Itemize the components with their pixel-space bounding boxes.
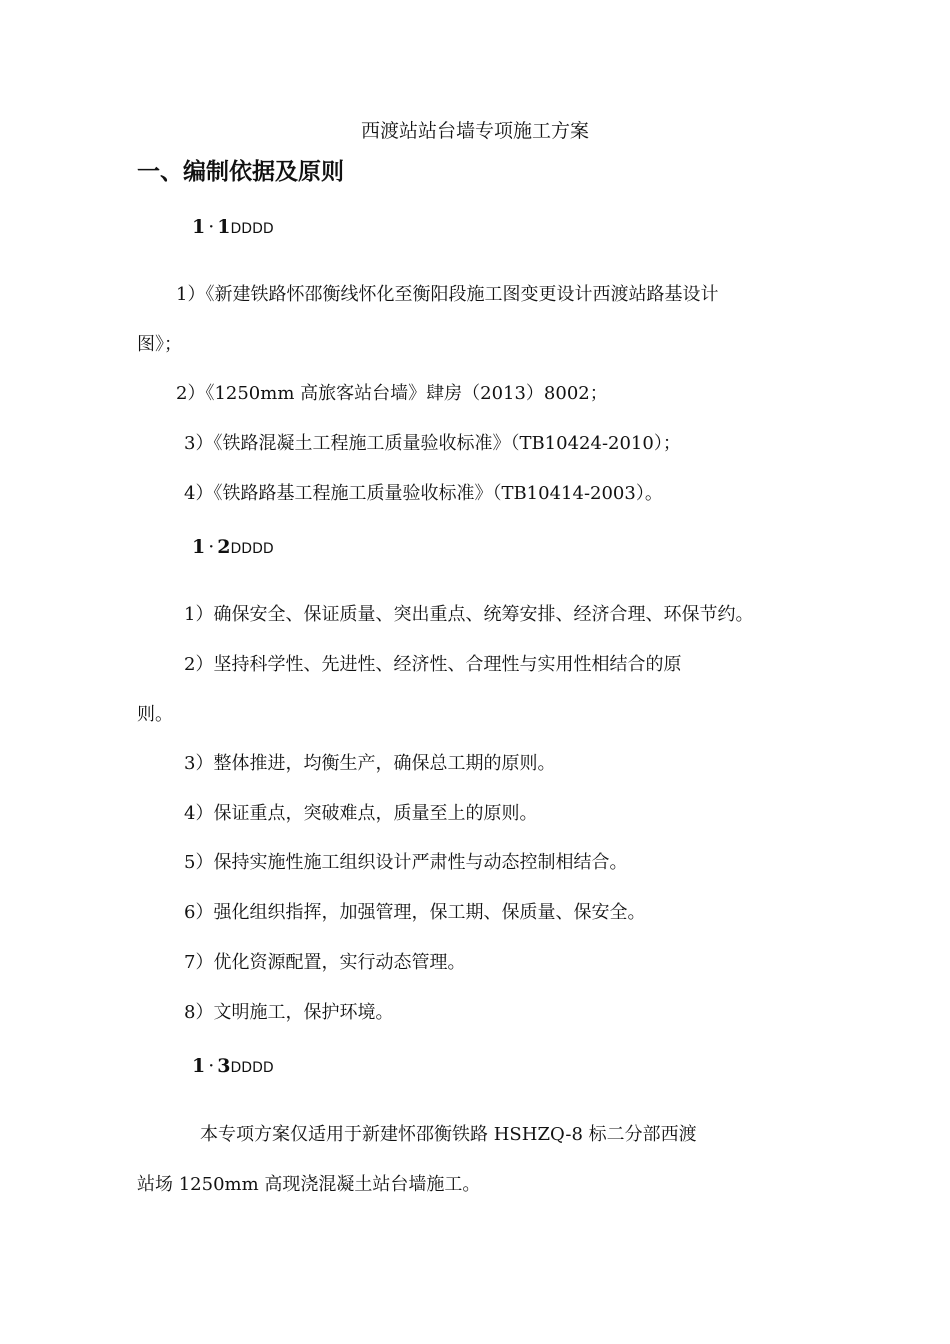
paragraph: 3）整体推进，均衡生产，确保总工期的原则。: [184, 753, 556, 774]
paragraph: 3）《铁路混凝土工程施工质量验收标准》（TB10424-2010）；: [184, 433, 681, 454]
paragraph: 6）强化组织指挥，加强管理，保工期、保质量、保安全。: [184, 902, 646, 923]
section-number-dot: ·: [208, 216, 215, 238]
paragraph: 7）优化资源配置，实行动态管理。: [184, 952, 466, 973]
section-number-major: 1: [192, 216, 206, 238]
paragraph: 5）保持实施性施工组织设计严肃性与动态控制相结合。: [184, 852, 628, 873]
paragraph: 8）文明施工，保护环境。: [184, 1002, 394, 1023]
section-number-major: 1: [192, 536, 206, 558]
section-number-minor: 1: [217, 216, 231, 238]
paragraph: 1）确保安全、保证质量、突出重点、统筹安排、经济合理、环保节约。: [184, 604, 754, 625]
section-number-minor: 3: [217, 1055, 231, 1077]
section-heading-1-2: [192, 538, 274, 557]
section-number-major: 1: [192, 1055, 206, 1077]
section-heading-1-3: [192, 1057, 274, 1076]
section-number-dot: ·: [208, 536, 215, 558]
paragraph: 本专项方案仅适用于新建怀邵衡铁路 HSHZQ-8 标二分部西渡: [200, 1124, 697, 1145]
paragraph: 1）《新建铁路怀邵衡线怀化至衡阳段施工图变更设计西渡站路基设计: [176, 284, 719, 305]
section-number-dot: ·: [208, 1055, 215, 1077]
section-heading-suffix: DDDD: [230, 541, 274, 557]
paragraph: 站场 1250mm 高现浇混凝土站台墙施工。: [137, 1174, 481, 1195]
chapter-heading: 一、编制依据及原则: [137, 159, 344, 185]
section-heading-suffix: DDDD: [230, 1060, 274, 1076]
section-number-minor: 2: [217, 536, 231, 558]
paragraph: 2）《1250mm 高旅客站台墙》肆房（2013）8002；: [176, 383, 608, 404]
paragraph: 4）《铁路路基工程施工质量验收标准》（TB10414-2003）。: [184, 483, 663, 504]
paragraph: 2）坚持科学性、先进性、经济性、合理性与实用性相结合的原: [184, 654, 682, 675]
section-heading-suffix: DDDD: [230, 221, 274, 237]
paragraph: 4）保证重点，突破难点，质量至上的原则。: [184, 803, 538, 824]
paragraph: 则。: [137, 704, 173, 725]
paragraph: 图》；: [137, 334, 182, 355]
section-heading-1-1: [192, 218, 274, 237]
document-title: 西渡站站台墙专项施工方案: [360, 120, 589, 142]
